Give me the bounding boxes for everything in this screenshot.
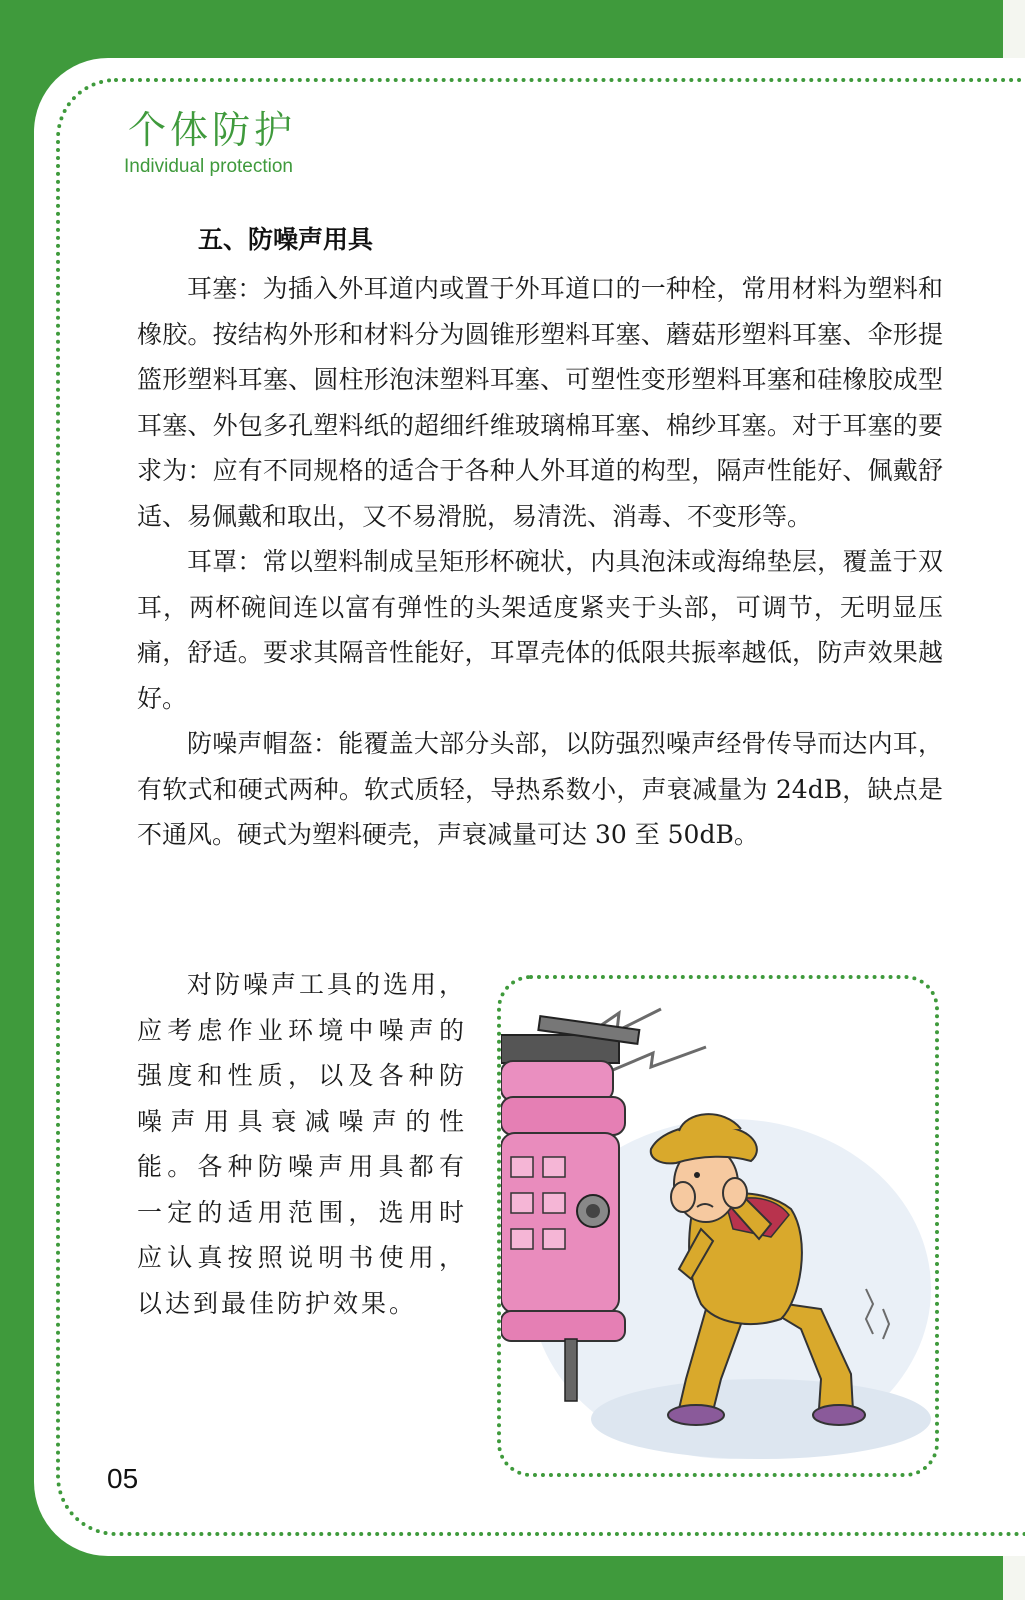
section-body xyxy=(137,266,943,858)
floor-shadow xyxy=(591,1379,931,1459)
paragraph-earplugs: 耳塞：为插入外耳道内或置于外耳道口的一种栓，常用材料为塑料和橡胶。按结构外形和材料分为圆锥形塑料耳塞、蘑菇形塑料耳塞、伞形提篮形塑料耳塞、圆柱形泡沫塑料耳塞、可塑性变形塑料耳塞和硅橡胶成型耳塞、外包多孔塑料纸的超细纤维玻璃棉耳塞、棉纱耳塞。对于耳塞的要求为：应有不同规格的适合于各种人外耳道的构型，隔声性能好、佩戴舒适、易佩戴和取出，又不易滑脱，易清洗、消毒、不变形等。 xyxy=(137,274,943,531)
noise-illustration xyxy=(501,979,935,1473)
page-number: 05 xyxy=(107,1463,139,1494)
paragraph-earmuffs: 耳罩：常以塑料制成呈矩形杯碗状，内具泡沫或海绵垫层，覆盖于双耳，两杯碗间连以富有弹性的头架适度紧夹于头部，可调节，无明显压痛，舒适。要求其隔音性能好，耳罩壳体的低限共振率越低，防声效果越好。 xyxy=(137,547,943,713)
chapter-title: 个体防护 xyxy=(128,108,297,152)
section-title: 五、防噪声用具 xyxy=(198,225,374,254)
illustration-frame xyxy=(497,975,939,1477)
chapter-subtitle: Individual protection xyxy=(124,156,293,177)
paragraph-selection: 对防噪声工具的选用，应考虑作业环境中噪声的强度和性质，以及各种防噪声用具衰减噪声的性能。各种防噪声用具都有一定的适用范围，选用时应认真按照说明书使用，以达到最佳防护效果。 xyxy=(137,970,468,1318)
paragraph-helmet: 防噪声帽盔：能覆盖大部分头部，以防强烈噪声经骨传导而达内耳，有软式和硬式两种。软式质轻，导热系数小，声衰减量为 24dB，缺点是不通风。硬式为塑料硬壳，声衰减量可达 30 至 50dB。 xyxy=(137,729,943,849)
